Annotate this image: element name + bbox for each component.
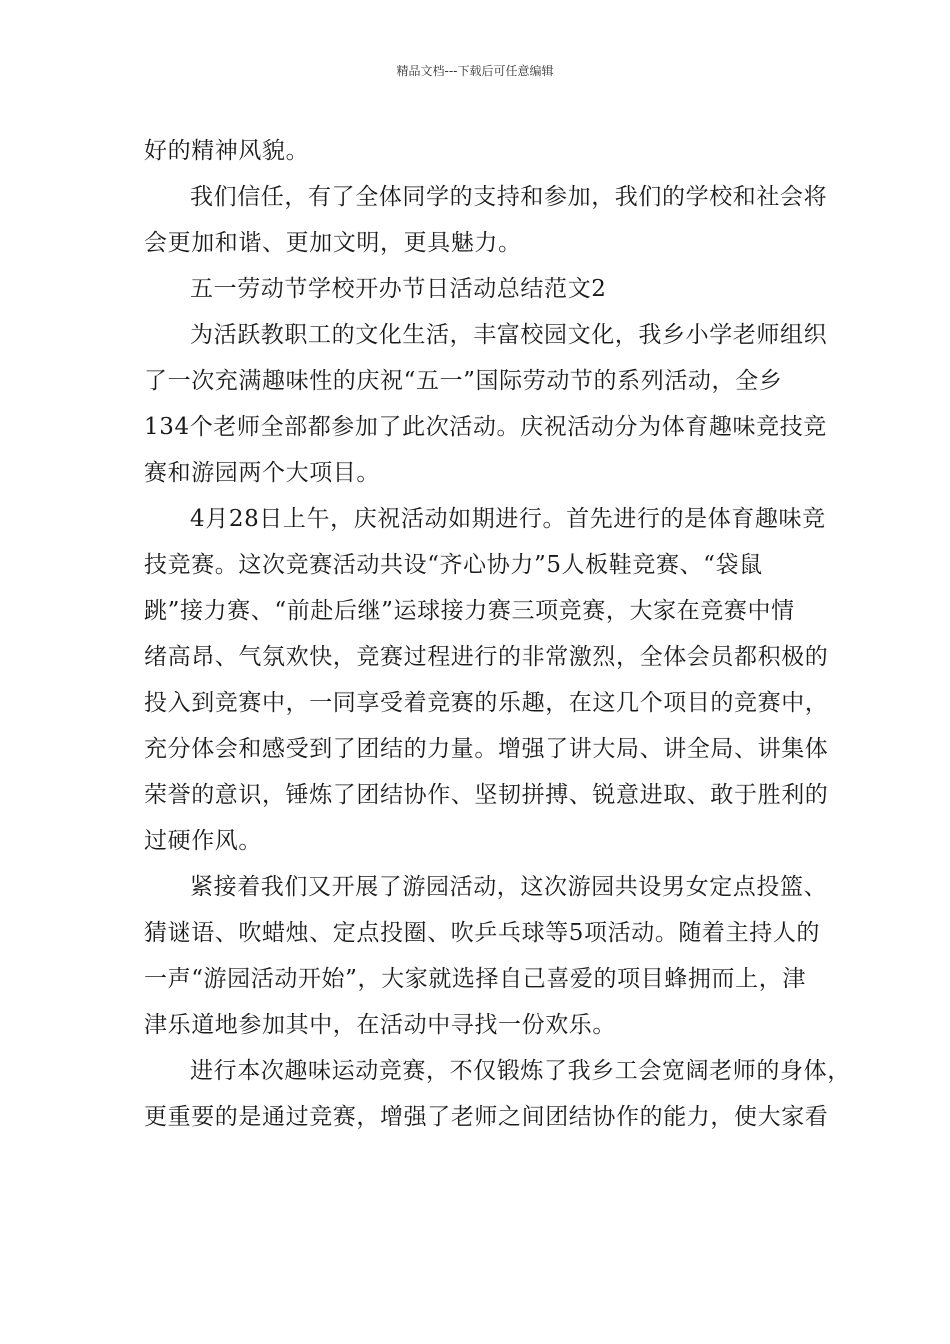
text-line: 更重要的是通过竞赛，增强了老师之间团结协作的能力，使大家看: [144, 1104, 829, 1130]
text-line: 技竞赛。这次竞赛活动共设“齐心协力”5人板鞋竞赛、“袋鼠: [144, 552, 763, 578]
text-line: 好的精神风貌。: [144, 138, 310, 164]
text-line: 投入到竞赛中，一同享受着竞赛的乐趣，在这几个项目的竞赛中，: [144, 690, 829, 716]
text-line: 会更加和谐、更加文明，更具魅力。: [144, 230, 522, 256]
paragraph: [144, 174, 828, 266]
text-line: 猜谜语、吹蜡烛、定点投圈、吹乒乓球等5项活动。随着主持人的: [144, 920, 821, 946]
page-header: 精品文档---下载后可任意编辑: [396, 64, 554, 78]
paragraph: [144, 496, 829, 864]
text-line: 我们信任，有了全体同学的支持和参加，我们的学校和社会将: [190, 184, 828, 210]
text-line: 荣誉的意识，锤炼了团结协作、坚韧拼搏、锐意进取、敢于胜利的: [144, 782, 829, 808]
text-line: 了一次充满趣味性的庆祝“五一”国际劳动节的系列活动，全乡: [144, 368, 783, 394]
paragraph: [144, 312, 828, 496]
text-line: 一声“游园活动开始”，大家就选择自己喜爱的项目蜂拥而上，津: [144, 966, 806, 992]
text-line: 过硬作风。: [144, 828, 262, 854]
document-body: [144, 128, 851, 1140]
text-line: 津乐道地参加其中，在活动中寻找一份欢乐。: [144, 1012, 616, 1038]
text-line: 134个老师全部都参加了此次活动。庆祝活动分为体育趣味竞技竞: [144, 414, 827, 440]
section-heading: [144, 266, 812, 312]
text-line: 五一劳动节学校开办节日活动总结范文2: [190, 276, 607, 302]
text-line: 充分体会和感受到了团结的力量。增强了讲大局、讲全局、讲集体: [144, 736, 829, 762]
paragraph: [144, 128, 812, 174]
text-line: 进行本次趣味运动竞赛，不仅锻炼了我乡工会宽阔老师的身体，: [190, 1058, 851, 1084]
paragraph: [144, 1048, 851, 1140]
text-line: 紧接着我们又开展了游园活动，这次游园共设男女定点投篮、: [190, 874, 828, 900]
text-line: 绪高昂、气氛欢快，竞赛过程进行的非常激烈，全体会员都积极的: [144, 644, 829, 670]
text-line: 跳”接力赛、“前赴后继”运球接力赛三项竞赛，大家在竞赛中情: [144, 598, 795, 624]
paragraph: [144, 864, 828, 1048]
text-line: 赛和游园两个大项目。: [144, 460, 380, 486]
text-line: 4月28日上午，庆祝活动如期进行。首先进行的是体育趣味竞: [190, 506, 826, 532]
text-line: 为活跃教职工的文化生活，丰富校园文化，我乡小学老师组织: [190, 322, 828, 348]
